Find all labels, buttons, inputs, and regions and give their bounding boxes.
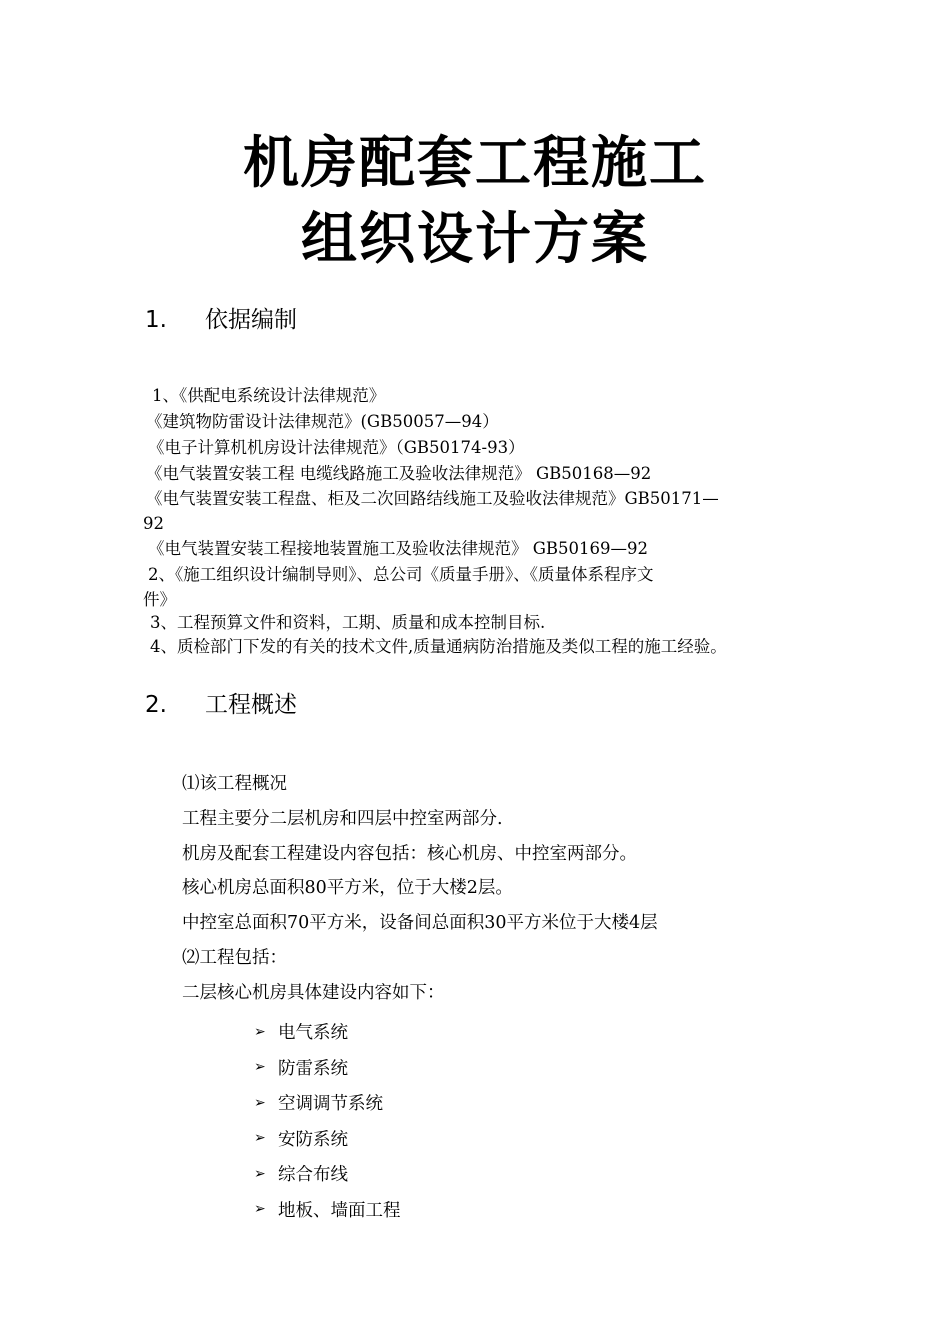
- document-title-line-2: 组织设计方案: [301, 206, 649, 272]
- section-number-1: 1.: [145, 307, 167, 333]
- section-heading-2: [145, 690, 297, 720]
- reference-line: 《电气装置安装工程接地装置施工及验收法律规范》 GB50169—92: [148, 539, 649, 558]
- reference-line: 2、《施工组织设计编制导则》、总公司《质量手册》、《质量体系程序文: [148, 565, 654, 584]
- reference-line: 《电气装置安装工程盘、柜及二次回路结线施工及验收法律规范》GB50171—: [146, 489, 719, 508]
- arrowhead-right-icon: ➢: [254, 1130, 266, 1147]
- reference-line: 《电子计算机机房设计法律规范》（GB50174-93）: [148, 438, 525, 457]
- reference-line: 件》: [143, 590, 176, 609]
- list-item: [254, 1014, 401, 1050]
- reference-line: 4、质检部门下发的有关的技术文件,质量通病防治措施及类似工程的施工经验。: [150, 637, 727, 656]
- arrowhead-right-icon: ➢: [254, 1059, 266, 1076]
- body-line: 中控室总面积70平方米，设备间总面积30平方米位于大楼4层: [182, 913, 658, 933]
- list-item: [254, 1050, 401, 1086]
- body-line: 二层核心机房具体建设内容如下：: [182, 983, 445, 1003]
- reference-line: 3、工程预算文件和资料，工期、质量和成本控制目标.: [150, 613, 546, 632]
- section-title-1: 依据编制: [205, 307, 297, 333]
- reference-line: 1、《供配电系统设计法律规范》: [152, 386, 386, 405]
- arrowhead-right-icon: ➢: [254, 1165, 266, 1182]
- list-item-label: 综合布线: [278, 1165, 348, 1186]
- reference-line: 《建筑物防雷设计法律规范》(GB50057—94）: [146, 412, 499, 431]
- document-title-line-1: 机房配套工程施工: [243, 130, 707, 196]
- reference-line: 《电气装置安装工程 电缆线路施工及验收法律规范》 GB50168—92: [146, 464, 652, 483]
- arrowhead-right-icon: ➢: [254, 1094, 266, 1111]
- list-item-label: 电气系统: [278, 1023, 348, 1044]
- system-bullet-list: [254, 1014, 401, 1227]
- body-line: 机房及配套工程建设内容包括：核心机房、中控室两部分。: [182, 844, 637, 864]
- reference-line: 92: [143, 514, 164, 533]
- section-heading-1: [145, 305, 297, 335]
- list-item: [254, 1156, 401, 1192]
- section-title-2: 工程概述: [205, 692, 297, 718]
- list-item-label: 空调调节系统: [278, 1094, 383, 1115]
- body-line: 核心机房总面积80平方米，位于大楼2层。: [182, 878, 513, 898]
- list-item-label: 防雷系统: [278, 1058, 348, 1079]
- arrowhead-right-icon: ➢: [254, 1201, 266, 1218]
- body-line: ⑵工程包括：: [182, 948, 287, 968]
- body-line: 工程主要分二层机房和四层中控室两部分.: [182, 809, 503, 829]
- list-item: [254, 1085, 401, 1121]
- list-item: [254, 1192, 401, 1228]
- body-line: ⑴该工程概况: [182, 774, 287, 794]
- list-item: [254, 1121, 401, 1157]
- arrowhead-right-icon: ➢: [254, 1023, 266, 1040]
- list-item-label: 地板、墙面工程: [278, 1200, 401, 1221]
- list-item-label: 安防系统: [278, 1129, 348, 1150]
- section-number-2: 2.: [145, 692, 167, 718]
